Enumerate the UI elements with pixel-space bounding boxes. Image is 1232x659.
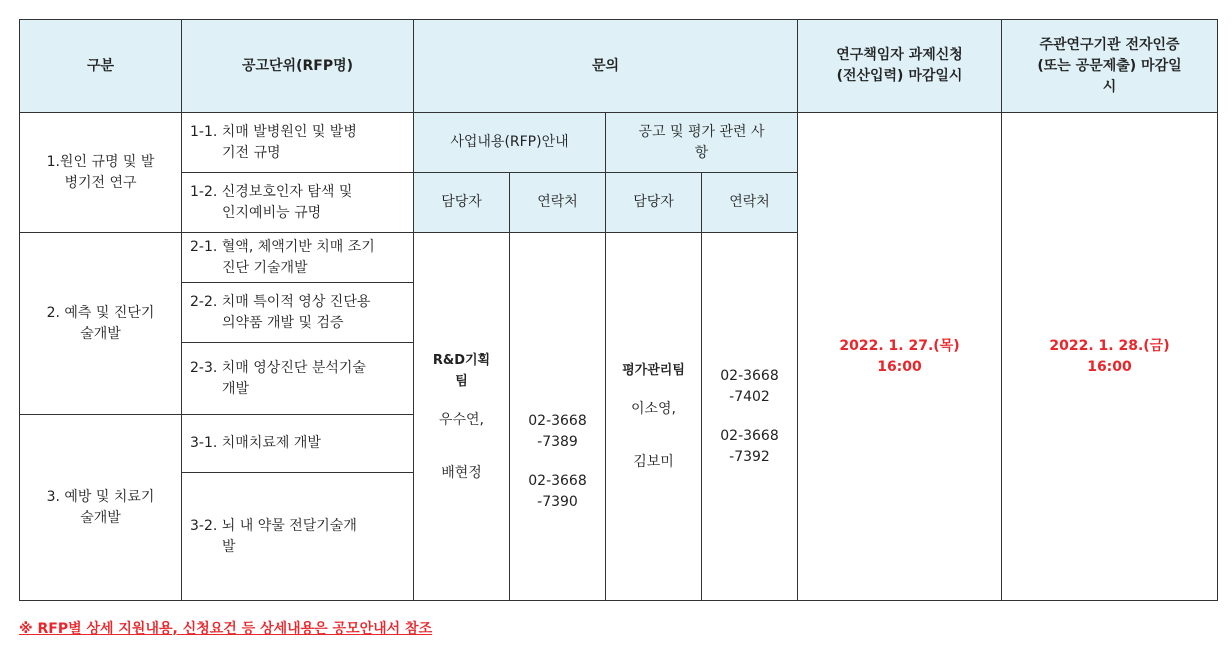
header-category: 구분 bbox=[20, 20, 182, 113]
header-inst-deadline: 주관연구기관 전자인증 (또는 공문제출) 마감일 시 bbox=[1002, 20, 1218, 113]
rfp-unit-1-1: 1-1. 치매 발병원인 및 발병 기전 규명 bbox=[182, 113, 414, 173]
rfp-unit-2-1: 2-1. 혈액, 체액기반 치매 조기 진단 기술개발 bbox=[182, 233, 414, 283]
inst-deadline: 2022. 1. 28.(금) 16:00 bbox=[1002, 113, 1218, 601]
eval-contact-phone: 02-3668 -7402 02-3668 -7392 bbox=[702, 233, 798, 601]
eval-contact-person: 평가관리팀 이소영, 김보미 bbox=[606, 233, 702, 601]
inquiry-eval: 공고 및 평가 관련 사 항 bbox=[606, 113, 798, 173]
header-pi-deadline: 연구책임자 과제신청 (전산입력) 마감일시 bbox=[798, 20, 1002, 113]
rfp-contact-phone-header: 연락처 bbox=[510, 173, 606, 233]
eval-contact-person-header: 담당자 bbox=[606, 173, 702, 233]
pi-deadline: 2022. 1. 27.(목) 16:00 bbox=[798, 113, 1002, 601]
footnote: ※ RFP별 상세 지원내용, 신청요건 등 상세내용은 공모안내서 참조 bbox=[19, 621, 433, 637]
rfp-unit-1-2: 1-2. 신경보호인자 탐색 및 인지예비능 규명 bbox=[182, 173, 414, 233]
rfp-contact-person-header: 담당자 bbox=[414, 173, 510, 233]
rfp-unit-2-3: 2-3. 치매 영상진단 분석기술 개발 bbox=[182, 343, 414, 415]
rfp-unit-2-2: 2-2. 치매 특이적 영상 진단용 의약품 개발 및 검증 bbox=[182, 283, 414, 343]
eval-contact-phone-header: 연락처 bbox=[702, 173, 798, 233]
rfp-contact-person: R&D기획 팀 우수연, 배현정 bbox=[414, 233, 510, 601]
header-rfp-name: 공고단위(RFP명) bbox=[182, 20, 414, 113]
category-3: 3. 예방 및 치료기 술개발 bbox=[20, 415, 182, 601]
inquiry-rfp-guide: 사업내용(RFP)안내 bbox=[414, 113, 606, 173]
header-inquiry: 문의 bbox=[414, 20, 798, 113]
rfp-contact-phone: 02-3668 -7389 02-3668 -7390 bbox=[510, 233, 606, 601]
category-2: 2. 예측 및 진단기 술개발 bbox=[20, 233, 182, 415]
rfp-unit-3-2: 3-2. 뇌 내 약물 전달기술개 발 bbox=[182, 473, 414, 601]
rfp-announcement-table bbox=[19, 19, 1218, 601]
rfp-unit-3-1: 3-1. 치매치료제 개발 bbox=[182, 415, 414, 473]
category-1: 1.원인 규명 및 발 병기전 연구 bbox=[20, 113, 182, 233]
